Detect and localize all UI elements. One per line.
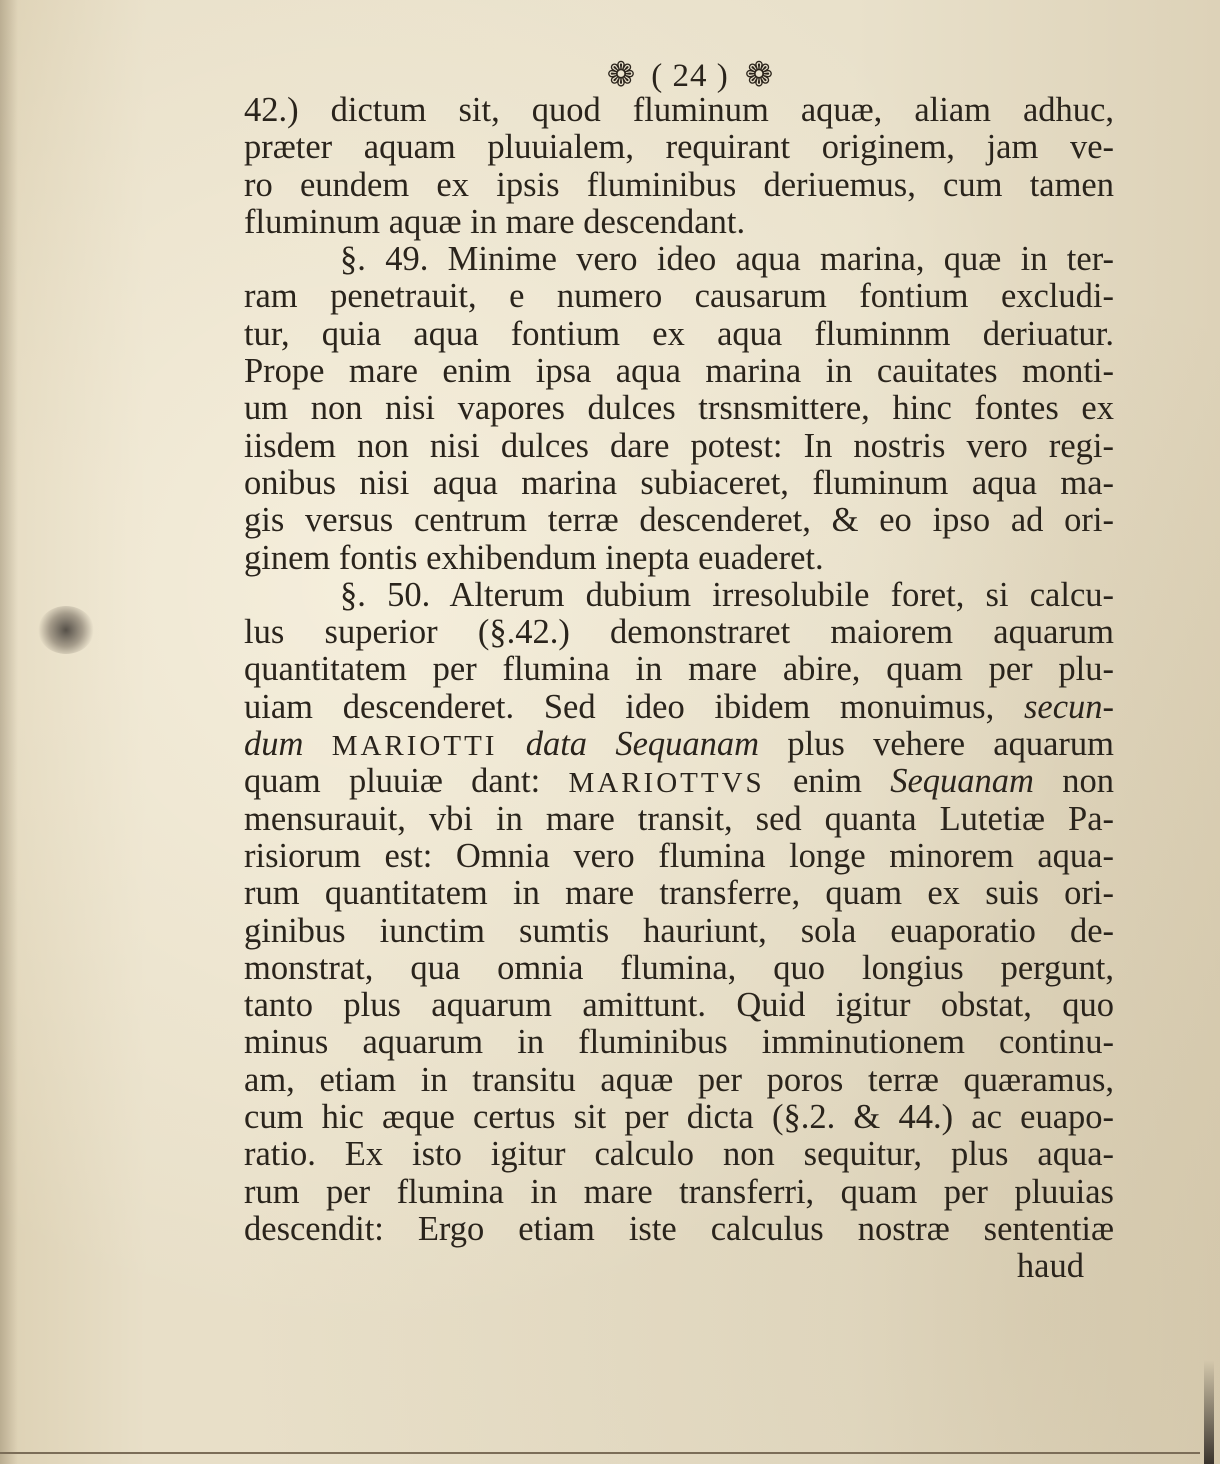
italic-run: dum: [244, 725, 304, 764]
text-line: ro eundem ex ipsis fluminibus deriuemus, cum tamen: [244, 165, 1114, 204]
flower-ornament-icon: ❁: [606, 57, 636, 94]
text-run: quam pluuiæ dant:: [244, 762, 541, 801]
text-line: descendit: Ergo etiam iste calculus nostræ sententiæ: [244, 1209, 1114, 1248]
italic-run: secun-: [1023, 687, 1115, 726]
text-line: iisdem non nisi dulces dare potest: In nostris vero regi-: [244, 426, 1114, 465]
text-line: præter aquam pluuialem, requirant originem, jam ve-: [244, 128, 1114, 167]
text-line: [244, 726, 1114, 763]
text-line: rum quantitatem in mare transferre, quam ex suis ori-: [244, 874, 1114, 913]
paragraph-50-start: §. 50. Alterum dubium irresolubile foret, si calcu-: [340, 575, 1114, 614]
text-run: non: [1062, 762, 1114, 801]
italic-run: data Sequanam: [525, 725, 760, 764]
text-line: cum hic æque certus sit per dicta (§.2. & 44.) ac euapo-: [244, 1098, 1114, 1137]
text-line: minus aquarum in fluminibus imminutionem continu-: [244, 1023, 1114, 1062]
text-line: ram penetrauit, e numero causarum fontium excludi-: [244, 277, 1114, 316]
text-line: tanto plus aquarum amittunt. Quid igitur obstat, quo: [244, 986, 1114, 1025]
text-line: gis versus centrum terræ descenderet, & eo ipso ad ori-: [244, 501, 1114, 540]
text-line: onibus nisi aqua marina subiaceret, fluminum aqua ma-: [244, 463, 1114, 502]
text-run: uiam descenderet. Sed ideo ibidem monuimus,: [244, 687, 995, 726]
page-bottom-edge: [0, 1452, 1200, 1454]
text-line: ratio. Ex isto igitur calculo non sequitur, plus aqua-: [244, 1135, 1114, 1174]
small-caps-name: MARIOTTI: [331, 730, 498, 763]
text-line: [244, 763, 1114, 800]
small-caps-name: MARIOTTVS: [568, 767, 765, 800]
italic-run: Sequanam: [890, 762, 1034, 801]
ink-stain: [38, 606, 94, 654]
body-text: [244, 92, 1114, 1286]
text-line: 42.) dictum sit, quod fluminum aquæ, aliam adhuc,: [244, 91, 1114, 129]
text-run: enim: [792, 762, 862, 801]
text-line: tur, quia aqua fontium ex aqua fluminnm deriuatur.: [244, 314, 1114, 353]
text-line: um non nisi vapores dulces trsnsmittere, hinc fontes ex: [244, 389, 1114, 428]
text-line: Prope mare enim ipsa aqua marina in cauitates monti-: [244, 352, 1114, 391]
text-line: quantitatem per flumina in mare abire, quam per plu-: [244, 650, 1114, 689]
text-line: [244, 689, 1114, 726]
flower-ornament-icon: ❁: [744, 57, 774, 94]
page-right-edge: [1204, 1360, 1214, 1464]
text-run: plus vehere aquarum: [787, 725, 1114, 764]
text-line: am, etiam in transitu aquæ per poros terræ quæramus,: [244, 1060, 1114, 1099]
text-line: ginem fontis exhibendum inepta euaderet.: [244, 538, 824, 577]
text-line: fluminum aquæ in mare descendant.: [244, 202, 746, 241]
page-gutter-shadow: [0, 0, 18, 1464]
text-line: rum per flumina in mare transferri, quam per pluuias: [244, 1172, 1114, 1211]
catchword: haud: [1016, 1247, 1084, 1286]
text-line: lus superior (§.42.) demonstraret maiorem aquarum: [244, 613, 1114, 652]
text-line: risiorum est: Omnia vero flumina longe minorem aqua-: [244, 836, 1114, 875]
text-line: mensurauit, vbi in mare transit, sed quanta Lutetiæ Pa-: [244, 799, 1114, 838]
text-line: monstrat, qua omnia flumina, quo longius pergunt,: [244, 948, 1114, 987]
text-line: ginibus iunctim sumtis hauriunt, sola euaporatio de-: [244, 911, 1114, 950]
page-number: ( 24 ): [651, 57, 729, 94]
paragraph-49-start: §. 49. Minime vero ideo aqua marina, quæ in ter-: [340, 240, 1114, 279]
